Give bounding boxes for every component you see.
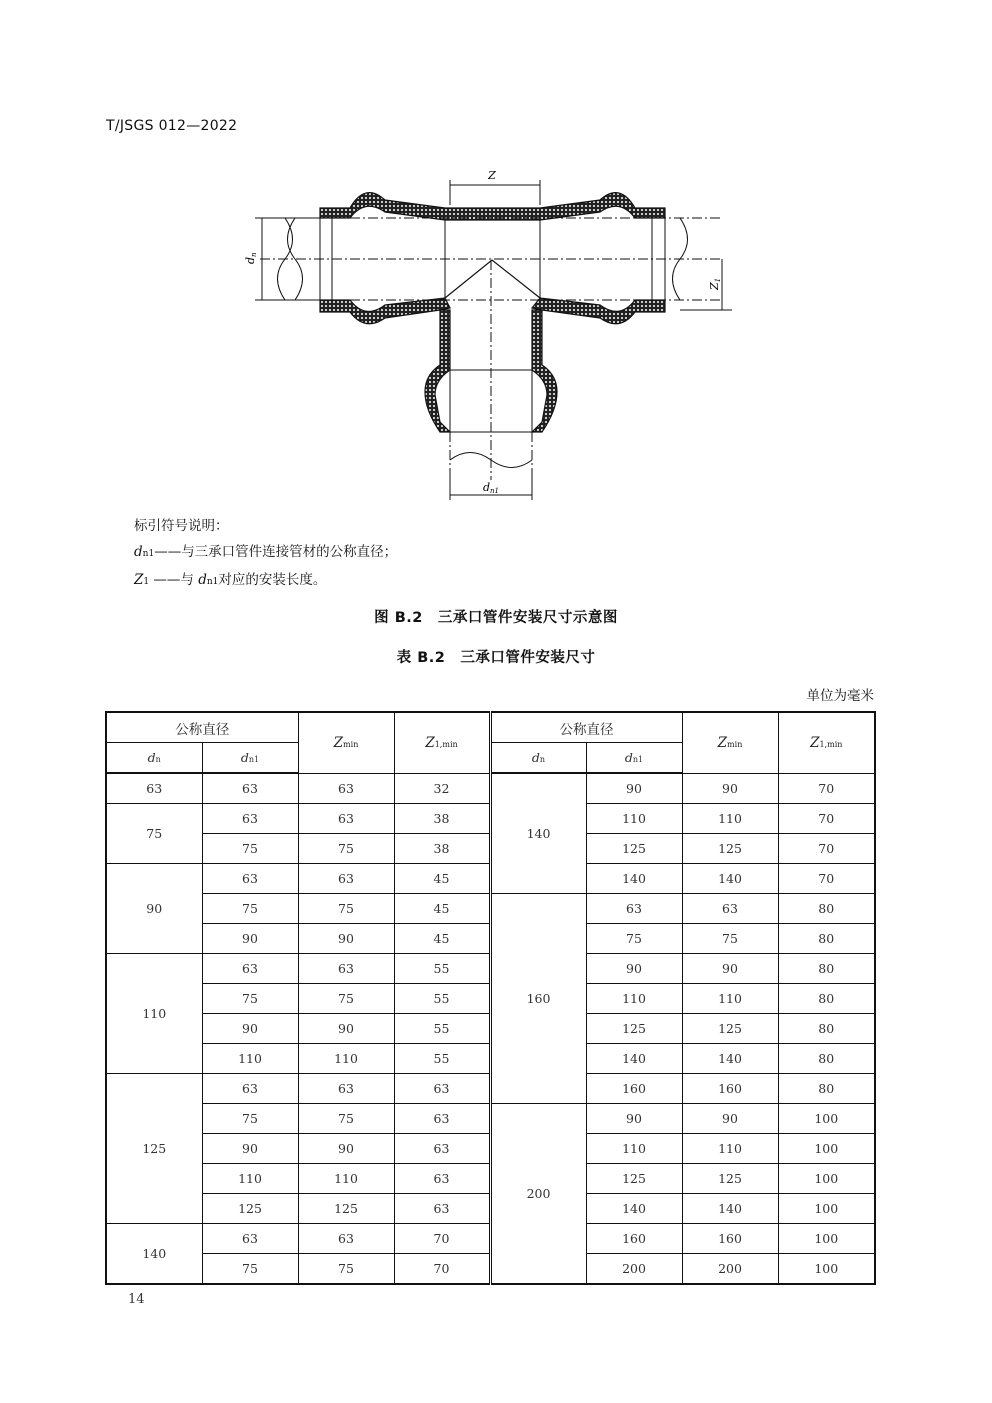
cell-z1min-right: 70 [778, 864, 875, 894]
cell-dn-left: 75 [106, 804, 202, 864]
header-z1min-left: Z1,min [394, 712, 490, 773]
cell-z1min-right: 70 [778, 804, 875, 834]
cell-z1min-left: 63 [394, 1134, 490, 1164]
cell-dn1-right: 125 [586, 1014, 682, 1044]
cell-zmin-left: 63 [298, 773, 394, 804]
cell-zmin-left: 75 [298, 1104, 394, 1134]
cell-zmin-left: 63 [298, 954, 394, 984]
dim-z1-label: Z1 [708, 277, 722, 290]
cell-zmin-left: 75 [298, 984, 394, 1014]
cell-dn1-left: 75 [202, 1254, 298, 1285]
document-header: T/JSGS 012—2022 [106, 118, 238, 134]
cell-dn1-right: 140 [586, 1194, 682, 1224]
cell-zmin-left: 75 [298, 834, 394, 864]
cell-dn1-left: 63 [202, 1224, 298, 1254]
cell-zmin-right: 110 [682, 984, 778, 1014]
tee-fitting-diagram [240, 160, 740, 505]
cell-zmin-left: 90 [298, 1014, 394, 1044]
cell-dn-right: 160 [490, 894, 586, 1104]
cell-zmin-right: 125 [682, 1014, 778, 1044]
cell-dn1-left: 125 [202, 1194, 298, 1224]
cell-dn-left: 140 [106, 1224, 202, 1285]
cell-zmin-right: 110 [682, 804, 778, 834]
unit-note: 单位为毫米 [806, 688, 874, 704]
cell-dn1-left: 63 [202, 804, 298, 834]
header-dn1-right: dn1 [586, 743, 682, 774]
cell-zmin-right: 160 [682, 1224, 778, 1254]
cell-dn1-left: 110 [202, 1044, 298, 1074]
tee-body-right-bottom-wall [532, 298, 665, 324]
cell-dn1-right: 110 [586, 1134, 682, 1164]
tee-body-top-wall [320, 193, 665, 220]
cell-zmin-right: 125 [682, 834, 778, 864]
dim-dn1-label: dn1 [482, 481, 500, 495]
cell-dn1-left: 90 [202, 1134, 298, 1164]
cell-dn1-right: 200 [586, 1254, 682, 1285]
cell-z1min-right: 70 [778, 773, 875, 804]
table-row [106, 1104, 875, 1134]
cell-zmin-right: 90 [682, 773, 778, 804]
cell-dn1-right: 63 [586, 894, 682, 924]
cell-z1min-right: 100 [778, 1104, 875, 1134]
table-caption: 表 B.2 三承口管件安装尺寸 [396, 650, 596, 666]
cell-z1min-right: 80 [778, 1074, 875, 1104]
cell-z1min-left: 55 [394, 1014, 490, 1044]
figure-caption: 图 B.2 三承口管件安装尺寸示意图 [374, 610, 618, 626]
header-dn-right: dn [490, 743, 586, 774]
cell-z1min-right: 80 [778, 894, 875, 924]
cell-dn1-left: 75 [202, 834, 298, 864]
header-dn-left: dn [106, 743, 202, 774]
cell-z1min-left: 63 [394, 1104, 490, 1134]
cell-dn-right: 200 [490, 1104, 586, 1285]
cell-zmin-right: 160 [682, 1074, 778, 1104]
cell-zmin-left: 125 [298, 1194, 394, 1224]
cell-z1min-left: 63 [394, 1074, 490, 1104]
cell-zmin-left: 90 [298, 1134, 394, 1164]
cell-zmin-right: 200 [682, 1254, 778, 1285]
tee-branch-left-wall [425, 310, 450, 432]
cell-z1min-right: 80 [778, 1044, 875, 1074]
cell-zmin-left: 63 [298, 1224, 394, 1254]
legend-title: 标引符号说明： [134, 518, 229, 534]
cell-z1min-right: 80 [778, 984, 875, 1014]
header-zmin-left: Zmin [298, 712, 394, 773]
dim-dn-label: dn [244, 252, 258, 264]
cell-dn1-right: 160 [586, 1224, 682, 1254]
cell-z1min-right: 70 [778, 834, 875, 864]
cell-z1min-left: 55 [394, 1044, 490, 1074]
cell-zmin-left: 90 [298, 924, 394, 954]
cell-zmin-right: 140 [682, 1194, 778, 1224]
cell-dn1-left: 75 [202, 894, 298, 924]
cell-zmin-right: 90 [682, 1104, 778, 1134]
cell-z1min-right: 80 [778, 1014, 875, 1044]
cell-zmin-left: 75 [298, 1254, 394, 1285]
cell-z1min-right: 80 [778, 924, 875, 954]
header-dn1-left: dn1 [202, 743, 298, 774]
table-row [106, 894, 875, 924]
dim-z-label: Z [488, 169, 496, 182]
cell-dn1-right: 90 [586, 773, 682, 804]
cell-dn1-right: 110 [586, 984, 682, 1014]
cell-dn1-left: 63 [202, 864, 298, 894]
cell-dn1-right: 90 [586, 1104, 682, 1134]
cell-dn1-left: 110 [202, 1164, 298, 1194]
header-nominal-diameter-left: 公称直径 [106, 712, 298, 743]
cell-z1min-left: 45 [394, 894, 490, 924]
cell-z1min-left: 45 [394, 924, 490, 954]
cell-z1min-left: 63 [394, 1164, 490, 1194]
cell-z1min-left: 45 [394, 864, 490, 894]
cell-dn1-right: 125 [586, 834, 682, 864]
page-number: 14 [128, 1292, 145, 1307]
cell-dn1-right: 75 [586, 924, 682, 954]
cell-z1min-left: 70 [394, 1254, 490, 1285]
cell-z1min-left: 55 [394, 954, 490, 984]
cell-zmin-left: 75 [298, 894, 394, 924]
cell-z1min-left: 38 [394, 834, 490, 864]
header-nominal-diameter-right: 公称直径 [490, 712, 682, 743]
cell-z1min-right: 100 [778, 1134, 875, 1164]
cell-dn-left: 90 [106, 864, 202, 954]
cell-zmin-right: 140 [682, 1044, 778, 1074]
cell-z1min-right: 100 [778, 1194, 875, 1224]
cell-dn1-right: 110 [586, 804, 682, 834]
cell-dn-left: 110 [106, 954, 202, 1074]
cell-z1min-left: 38 [394, 804, 490, 834]
cell-dn-right: 140 [490, 773, 586, 894]
cell-zmin-right: 90 [682, 954, 778, 984]
cell-z1min-right: 100 [778, 1254, 875, 1285]
cell-zmin-right: 125 [682, 1164, 778, 1194]
cell-dn1-right: 140 [586, 1044, 682, 1074]
cell-dn-left: 63 [106, 773, 202, 804]
cell-dn1-right: 140 [586, 864, 682, 894]
tee-body-left-bottom-wall [320, 298, 450, 324]
legend-line-z1: Z1 ——与 dn1对应的安装长度。 [134, 572, 327, 588]
cell-zmin-left: 110 [298, 1044, 394, 1074]
cell-z1min-left: 32 [394, 773, 490, 804]
cell-z1min-right: 100 [778, 1224, 875, 1254]
legend-line-dn1: dn1——与三承口管件连接管材的公称直径； [134, 544, 398, 560]
cell-dn1-left: 75 [202, 984, 298, 1014]
cell-dn-left: 125 [106, 1074, 202, 1224]
cell-zmin-left: 110 [298, 1164, 394, 1194]
cell-dn1-left: 90 [202, 1014, 298, 1044]
cell-zmin-left: 63 [298, 1074, 394, 1104]
cell-zmin-right: 110 [682, 1134, 778, 1164]
cell-zmin-right: 140 [682, 864, 778, 894]
dimension-table [105, 711, 876, 1285]
header-zmin-right: Zmin [682, 712, 778, 773]
legend [134, 513, 397, 595]
cell-dn1-right: 160 [586, 1074, 682, 1104]
tee-branch-right-wall [532, 310, 557, 432]
cell-z1min-left: 55 [394, 984, 490, 1014]
cell-zmin-left: 63 [298, 804, 394, 834]
cell-dn1-left: 63 [202, 773, 298, 804]
cell-z1min-right: 100 [778, 1164, 875, 1194]
cell-z1min-left: 70 [394, 1224, 490, 1254]
cell-dn1-left: 90 [202, 924, 298, 954]
cell-dn1-left: 75 [202, 1104, 298, 1134]
cell-dn1-right: 125 [586, 1164, 682, 1194]
cell-zmin-left: 63 [298, 864, 394, 894]
cell-dn1-right: 90 [586, 954, 682, 984]
header-z1min-right: Z1,min [778, 712, 875, 773]
cell-z1min-right: 80 [778, 954, 875, 984]
cell-dn1-left: 63 [202, 954, 298, 984]
table-row [106, 773, 875, 804]
cell-zmin-right: 75 [682, 924, 778, 954]
cell-zmin-right: 63 [682, 894, 778, 924]
cell-dn1-left: 63 [202, 1074, 298, 1104]
cell-z1min-left: 63 [394, 1194, 490, 1224]
